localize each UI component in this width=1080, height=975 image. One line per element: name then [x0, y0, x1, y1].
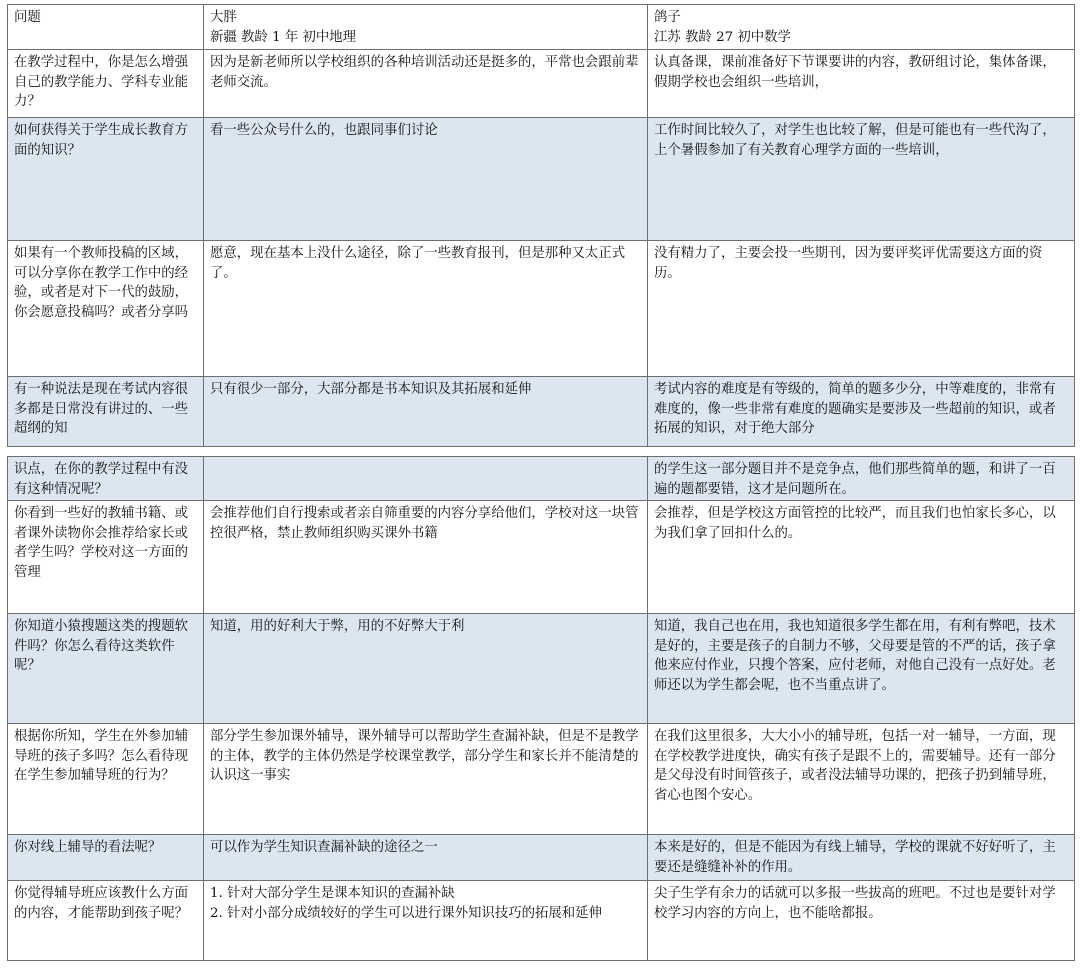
answer-1-cell: 部分学生参加课外辅导，课外辅导可以帮助学生查漏补缺，但是不是教学的主体，教学的主体仍然是学校课堂教学，部分学生和家长并不能清楚的认识这一事实 [204, 724, 648, 835]
person-2-name: 鸽子 [654, 10, 681, 25]
question-cell: 如何获得关于学生成长教育方面的知识？ [8, 118, 204, 241]
answer-1-cell: 知道，用的好利大于弊，用的不好弊大于利 [204, 614, 648, 724]
answer-2-cell: 会推荐，但是学校这方面管控的比较严，而且我们也怕家长多心，以为我们拿了回扣什么的。 [648, 501, 1075, 614]
answer-2-cell: 认真备课，课前准备好下节课要讲的内容，教研组讨论，集体备课，假期学校也会组织一些培训， [648, 50, 1075, 118]
answer-1-cell: 因为是新老师所以学校组织的各种培训活动还是挺多的，平常也会跟前辈老师交流。 [204, 50, 648, 118]
question-cell: 你知道小猿搜题这类的搜题软件吗？你怎么看待这类软件呢？ [8, 614, 204, 724]
answer-1-cell: 看一些公众号什么的，也跟同事们讨论 [204, 118, 648, 241]
answer-1-cell: 会推荐他们自行搜索或者亲自筛重要的内容分享给他们，学校对这一块管控很严格，禁止教师组织购买课外书籍 [204, 501, 648, 614]
question-cell: 你对线上辅导的看法呢？ [8, 835, 204, 881]
answer-2-cell: 尖子生学有余力的话就可以多报一些拔高的班吧。不过也是要针对学校学习内容的方向上，也不能啥都报。 [648, 881, 1075, 961]
question-cell: 识点，在你的教学过程中有没有这种情况呢？ [8, 457, 204, 501]
header-question: 问题 [8, 5, 204, 50]
answer-2-cell: 工作时间比较久了，对学生也比较了解，但是可能也有一些代沟了，上个暑假参加了有关教育心理学方面的一些培训， [648, 118, 1075, 241]
answer-list-item: 2. 针对小部分成绩较好的学生可以进行课外知识技巧的拓展和延伸 [210, 905, 602, 921]
table-row [8, 118, 1075, 241]
answer-1-cell [204, 457, 648, 501]
question-cell: 你觉得辅导班应该教什么方面的内容，才能帮助到孩子呢？ [8, 881, 204, 961]
answer-2-cell: 没有精力了，主要会投一些期刊，因为要评奖评优需要这方面的资历。 [648, 241, 1075, 377]
table-row [8, 377, 1075, 447]
table-row [8, 50, 1075, 118]
table-row [8, 501, 1075, 614]
table-row [8, 614, 1075, 724]
person-2-info: 江苏 教龄 27 初中数学 [654, 29, 791, 45]
question-cell: 在教学过程中，你是怎么增强自己的教学能力、学科专业能力？ [8, 50, 204, 118]
answer-2-cell: 本来是好的，但是不能因为有线上辅导，学校的课就不好好听了，主要还是缝缝补补的作用。 [648, 835, 1075, 881]
table-row [8, 881, 1075, 961]
answer-1-cell: 只有很少一部分，大部分都是书本知识及其拓展和延伸 [204, 377, 648, 447]
table-row [8, 241, 1075, 377]
interview-table-part-1 [7, 4, 1075, 447]
table-row [8, 457, 1075, 501]
question-cell: 如果有一个教师投稿的区域，可以分享你在教学工作中的经验，或者是对下一代的鼓励，你会愿意投稿吗？或者分享吗 [8, 241, 204, 377]
interview-table-part-2 [7, 456, 1075, 961]
answer-1-cell [204, 881, 648, 961]
answer-1-cell: 可以作为学生知识查漏补缺的途径之一 [204, 835, 648, 881]
header-person-2 [648, 5, 1075, 50]
answer-2-cell: 知道，我自己也在用，我也知道很多学生都在用，有利有弊吧，技术是好的，主要是孩子的自制力不够，父母要是管的不严的话，孩子拿他来应付作业，只搜个答案，应付老师，对他自己没有一点好处。老师还以为学生都会呢，也不当重点讲了。 [648, 614, 1075, 724]
question-cell: 有一种说法是现在考试内容很多都是日常没有讲过的、一些超纲的知 [8, 377, 204, 447]
table-header-row [8, 5, 1075, 50]
question-cell: 根据你所知，学生在外参加辅导班的孩子多吗？怎么看待现在学生参加辅导班的行为？ [8, 724, 204, 835]
table-row [8, 724, 1075, 835]
answer-2-cell: 在我们这里很多，大大小小的辅导班，包括一对一辅导，一方面，现在学校教学进度快，确实有孩子是跟不上的，需要辅导。还有一部分是父母没有时间管孩子，或者没法辅导功课的，把孩子扔到辅导班，省心也图个安心。 [648, 724, 1075, 835]
answer-2-cell: 的学生这一部分题目并不是竞争点，他们那些简单的题，和讲了一百遍的题都要错，这才是问题所在。 [648, 457, 1075, 501]
answer-list-item: 1. 针对大部分学生是课本知识的查漏补缺 [210, 886, 455, 901]
table-row [8, 835, 1075, 881]
answer-2-cell: 考试内容的难度是有等级的，简单的题多少分，中等难度的，非常有难度的，像一些非常有难度的题确实是要涉及一些超前的知识，或者拓展的知识，对于绝大部分 [648, 377, 1075, 447]
answer-1-cell: 愿意，现在基本上没什么途径，除了一些教育报刊，但是那种又太正式了。 [204, 241, 648, 377]
header-person-1 [204, 5, 648, 50]
person-1-name: 大胖 [210, 10, 237, 25]
person-1-info: 新疆 教龄 1 年 初中地理 [210, 29, 357, 45]
question-cell: 你看到一些好的教辅书籍、或者课外读物你会推荐给家长或者学生吗？学校对这一方面的管理 [8, 501, 204, 614]
